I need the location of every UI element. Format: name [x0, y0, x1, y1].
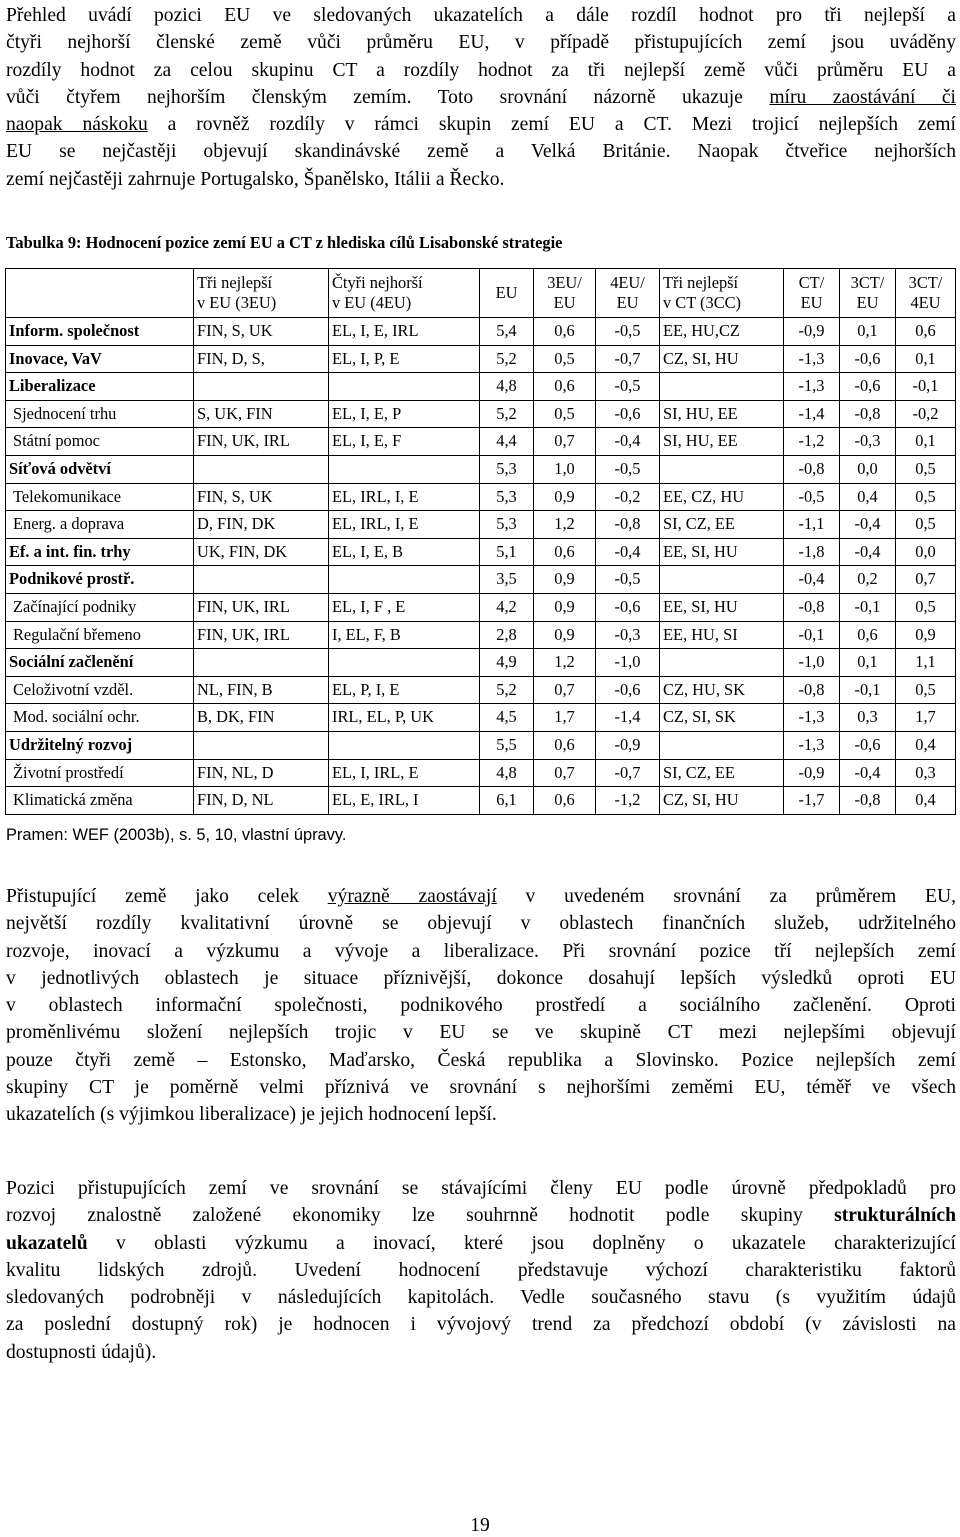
cell-ct-eu: -1,3 — [784, 704, 840, 732]
cell-bottom4-eu — [329, 566, 480, 594]
text-line: kvalitu lidských zdrojů. Uvedení hodnocení představuje výchozí charakteristiku faktorů — [6, 1259, 956, 1281]
cell-3ct-4eu: -0,1 — [896, 373, 956, 401]
cell-4eu-eu: -0,8 — [596, 511, 660, 539]
cell-top3-eu: S, UK, FIN — [194, 400, 329, 428]
text-line: sledovaných podrobněji v následujících kapitolách. Vedle současného stavu (s využitím údajů — [6, 1287, 956, 1309]
cell-eu: 6,1 — [480, 787, 534, 815]
cell-top3-ct: EE, SI, HU — [660, 593, 784, 621]
cell-top3-ct — [660, 566, 784, 594]
cell-bottom4-eu: IRL, EL, P, UK — [329, 704, 480, 732]
cell-indicator: Udržitelný rozvoj — [6, 731, 194, 759]
cell-3ct-eu: 0,2 — [840, 566, 896, 594]
cell-indicator: Telekomunikace — [6, 483, 194, 511]
cell-3eu-eu: 1,7 — [534, 704, 596, 732]
cell-4eu-eu: -0,4 — [596, 538, 660, 566]
cell-3ct-4eu: 0,5 — [896, 593, 956, 621]
cell-4eu-eu: -1,0 — [596, 649, 660, 677]
text-line: Pozici přistupujících zemí ve srovnání se stávajícími členy EU podle úrovně předpokladů pro — [6, 1178, 956, 1199]
header-3ct-eu: 3CT/ EU — [840, 269, 896, 318]
cell-bottom4-eu: EL, I, E, F — [329, 428, 480, 456]
cell-ct-eu: -0,5 — [784, 483, 840, 511]
cell-4eu-eu: -0,5 — [596, 455, 660, 483]
table-row — [6, 400, 956, 428]
cell-ct-eu: -0,4 — [784, 566, 840, 594]
cell-3ct-eu: -0,4 — [840, 511, 896, 539]
cell-top3-eu: FIN, UK, IRL — [194, 621, 329, 649]
cell-indicator: Síťová odvětví — [6, 455, 194, 483]
cell-3ct-4eu: 0,4 — [896, 731, 956, 759]
cell-3ct-4eu: 0,5 — [896, 676, 956, 704]
cell-ct-eu: -0,8 — [784, 593, 840, 621]
cell-3eu-eu: 0,6 — [534, 731, 596, 759]
cell-top3-eu: UK, FIN, DK — [194, 538, 329, 566]
cell-4eu-eu: -0,6 — [596, 676, 660, 704]
cell-top3-ct: SI, CZ, EE — [660, 511, 784, 539]
cell-4eu-eu: -0,5 — [596, 373, 660, 401]
table-row — [6, 373, 956, 401]
cell-3ct-eu: -0,4 — [840, 538, 896, 566]
cell-eu: 4,8 — [480, 759, 534, 787]
cell-indicator: Státní pomoc — [6, 428, 194, 456]
text-line: v jednotlivých oblastech je situace příznivější, dokonce dosahují lepších výsledků oproti EU — [6, 967, 956, 989]
cell-eu: 5,1 — [480, 538, 534, 566]
table-row — [6, 511, 956, 539]
text-line: skupiny CT je poměrně velmi příznivá ve srovnání s nejhoršími zeměmi EU, téměř ve všech — [6, 1077, 956, 1099]
cell-bottom4-eu: EL, P, I, E — [329, 676, 480, 704]
text-line: pouze čtyři země – Estonsko, Maďarsko, Česká republika a Slovinsko. Pozice nejlepších zemí — [6, 1049, 956, 1071]
cell-3eu-eu: 0,7 — [534, 428, 596, 456]
cell-indicator: Regulační břemeno — [6, 621, 194, 649]
cell-bottom4-eu: EL, IRL, I, E — [329, 483, 480, 511]
cell-3ct-4eu: 0,0 — [896, 538, 956, 566]
table-row — [6, 483, 956, 511]
cell-top3-ct: EE, SI, HU — [660, 538, 784, 566]
cell-top3-ct: SI, HU, EE — [660, 428, 784, 456]
cell-3ct-eu: 0,1 — [840, 318, 896, 346]
text-line: rozvoje, inovací a výzkumu a vývoje a liberalizace. Při srovnání pozice tří nejlepších zemí — [6, 940, 956, 962]
cell-3ct-eu: -0,1 — [840, 593, 896, 621]
underlined-text: výrazně zaostávají — [327, 886, 497, 907]
cell-top3-ct — [660, 649, 784, 677]
cell-top3-ct — [660, 373, 784, 401]
text-line — [6, 1230, 956, 1257]
cell-3eu-eu: 0,9 — [534, 483, 596, 511]
cell-3eu-eu: 0,6 — [534, 538, 596, 566]
cell-eu: 5,3 — [480, 511, 534, 539]
table-row — [6, 676, 956, 704]
table-caption: Tabulka 9: Hodnocení pozice zemí EU a CT z hlediska cílů Lisabonské strategie — [6, 233, 563, 252]
cell-3eu-eu: 0,7 — [534, 676, 596, 704]
cell-ct-eu: -1,0 — [784, 649, 840, 677]
cell-3eu-eu: 0,7 — [534, 759, 596, 787]
cell-ct-eu: -0,9 — [784, 318, 840, 346]
cell-ct-eu: -1,1 — [784, 511, 840, 539]
cell-3ct-eu: -0,4 — [840, 759, 896, 787]
cell-ct-eu: -1,7 — [784, 787, 840, 815]
cell-4eu-eu: -0,5 — [596, 566, 660, 594]
cell-3ct-4eu: -0,2 — [896, 400, 956, 428]
cell-ct-eu: -1,4 — [784, 400, 840, 428]
cell-4eu-eu: -0,4 — [596, 428, 660, 456]
cell-bottom4-eu: EL, I, E, IRL — [329, 318, 480, 346]
text-line: rozdíly hodnot za celou skupinu CT a rozdíly hodnot za tři nejlepší země vůči průměru EU a — [6, 59, 956, 81]
cell-4eu-eu: -0,9 — [596, 731, 660, 759]
cell-bottom4-eu: EL, I, F , E — [329, 593, 480, 621]
cell-3eu-eu: 1,2 — [534, 511, 596, 539]
table-row — [6, 593, 956, 621]
cell-indicator: Liberalizace — [6, 373, 194, 401]
header-3ct-4eu: 3CT/ 4EU — [896, 269, 956, 318]
cell-eu: 5,2 — [480, 676, 534, 704]
cell-top3-ct: CZ, HU, SK — [660, 676, 784, 704]
cell-indicator: Ef. a int. fin. trhy — [6, 538, 194, 566]
cell-top3-ct: SI, CZ, EE — [660, 759, 784, 787]
table-row — [6, 649, 956, 677]
cell-bottom4-eu — [329, 455, 480, 483]
cell-ct-eu: -1,8 — [784, 538, 840, 566]
cell-4eu-eu: -0,6 — [596, 400, 660, 428]
cell-bottom4-eu: I, EL, F, B — [329, 621, 480, 649]
cell-top3-ct: SI, HU, EE — [660, 400, 784, 428]
text-line: čtyři nejhorší členské země vůči průměru EU, v případě přistupujících zemí jsou uváděny — [6, 32, 956, 54]
table-row — [6, 455, 956, 483]
text-line — [6, 883, 956, 910]
cell-3eu-eu: 1,0 — [534, 455, 596, 483]
underlined-text: naopak náskoku — [6, 114, 148, 136]
cell-bottom4-eu: EL, IRL, I, E — [329, 511, 480, 539]
table-row — [6, 566, 956, 594]
cell-top3-eu: B, DK, FIN — [194, 704, 329, 732]
cell-3eu-eu: 0,5 — [534, 345, 596, 373]
cell-3ct-4eu: 1,7 — [896, 704, 956, 732]
cell-bottom4-eu — [329, 373, 480, 401]
cell-3ct-eu: -0,1 — [840, 676, 896, 704]
cell-3ct-4eu: 0,5 — [896, 455, 956, 483]
cell-indicator: Mod. sociální ochr. — [6, 704, 194, 732]
cell-3ct-4eu: 0,4 — [896, 787, 956, 815]
cell-top3-eu: FIN, S, UK — [194, 483, 329, 511]
text-segment: v oblasti výzkumu a inovací, které jsou doplněny o ukazatele charakterizující — [87, 1232, 956, 1254]
cell-3eu-eu: 0,5 — [534, 400, 596, 428]
source-note: Pramen: WEF (2003b), s. 5, 10, vlastní úpravy. — [6, 826, 347, 844]
underlined-text: míru zaostávání či — [769, 86, 956, 108]
cell-4eu-eu: -1,2 — [596, 787, 660, 815]
table-row — [6, 318, 956, 346]
cell-3ct-eu: 0,3 — [840, 704, 896, 732]
cell-bottom4-eu: EL, E, IRL, I — [329, 787, 480, 815]
text-line: proměnlivému složení nejlepších trojic v EU se ve skupině CT mezi nejlepšími objevují — [6, 1022, 956, 1044]
cell-4eu-eu: -0,3 — [596, 621, 660, 649]
cell-top3-eu: FIN, UK, IRL — [194, 593, 329, 621]
cell-top3-ct: EE, HU, SI — [660, 621, 784, 649]
cell-3ct-eu: 0,0 — [840, 455, 896, 483]
table-row — [6, 538, 956, 566]
cell-top3-ct — [660, 731, 784, 759]
cell-indicator: Podnikové prostř. — [6, 566, 194, 594]
cell-top3-ct: CZ, SI, HU — [660, 787, 784, 815]
text-line — [6, 84, 956, 111]
cell-3eu-eu: 0,9 — [534, 593, 596, 621]
cell-top3-ct: CZ, SI, HU — [660, 345, 784, 373]
cell-top3-ct: CZ, SI, SK — [660, 704, 784, 732]
cell-3ct-eu: 0,1 — [840, 649, 896, 677]
cell-3ct-4eu: 0,6 — [896, 318, 956, 346]
cell-eu: 5,4 — [480, 318, 534, 346]
table-row — [6, 731, 956, 759]
cell-eu: 2,8 — [480, 621, 534, 649]
text-line: v oblastech informační společnosti, podnikového prostředí a sociálního začlenění. Oproti — [6, 995, 956, 1017]
text-segment: Přistupující země jako celek — [6, 886, 328, 907]
cell-3ct-4eu: 0,5 — [896, 511, 956, 539]
table-row — [6, 621, 956, 649]
cell-4eu-eu: -0,7 — [596, 345, 660, 373]
cell-3eu-eu: 0,9 — [534, 566, 596, 594]
cell-bottom4-eu: EL, I, E, B — [329, 538, 480, 566]
cell-ct-eu: -1,2 — [784, 428, 840, 456]
cell-indicator: Klimatická změna — [6, 787, 194, 815]
cell-3ct-4eu: 1,1 — [896, 649, 956, 677]
cell-eu: 5,3 — [480, 455, 534, 483]
cell-4eu-eu: -1,4 — [596, 704, 660, 732]
text-line — [6, 1202, 956, 1229]
lisbon-strategy-table — [5, 268, 956, 815]
cell-3ct-eu: 0,6 — [840, 621, 896, 649]
cell-ct-eu: -1,3 — [784, 731, 840, 759]
cell-top3-eu: FIN, S, UK — [194, 318, 329, 346]
cell-3eu-eu: 0,6 — [534, 787, 596, 815]
header-top3-ct: Tři nejlepší v CT (3CC) — [660, 269, 784, 318]
cell-indicator: Energ. a doprava — [6, 511, 194, 539]
text-line: Přehled uvádí pozici EU ve sledovaných ukazatelích a dále rozdíl hodnot pro tři nejlepší a — [6, 5, 956, 26]
cell-ct-eu: -0,8 — [784, 676, 840, 704]
cell-top3-ct: EE, CZ, HU — [660, 483, 784, 511]
cell-bottom4-eu — [329, 649, 480, 677]
page-number: 19 — [470, 1515, 490, 1536]
cell-3eu-eu: 0,6 — [534, 373, 596, 401]
cell-top3-eu — [194, 649, 329, 677]
cell-indicator: Životní prostředí — [6, 759, 194, 787]
cell-indicator: Sjednocení trhu — [6, 400, 194, 428]
table-row — [6, 787, 956, 815]
paragraph-structural-indicators — [6, 1175, 956, 1366]
cell-3ct-eu: 0,4 — [840, 483, 896, 511]
cell-3ct-eu: -0,8 — [840, 400, 896, 428]
cell-top3-eu — [194, 731, 329, 759]
text-line: největší rozdíly kvalitativní úrovně se objevují v oblastech finančních služeb, udržitelného — [6, 913, 956, 935]
cell-eu: 5,5 — [480, 731, 534, 759]
cell-4eu-eu: -0,7 — [596, 759, 660, 787]
cell-top3-eu: FIN, NL, D — [194, 759, 329, 787]
cell-3ct-4eu: 0,3 — [896, 759, 956, 787]
cell-bottom4-eu: EL, I, E, P — [329, 400, 480, 428]
cell-top3-eu: FIN, UK, IRL — [194, 428, 329, 456]
header-ct-eu: CT/ EU — [784, 269, 840, 318]
cell-top3-eu: D, FIN, DK — [194, 511, 329, 539]
cell-indicator: Začínající podniky — [6, 593, 194, 621]
table-row — [6, 428, 956, 456]
cell-ct-eu: -1,3 — [784, 345, 840, 373]
bold-text: strukturálních — [834, 1205, 956, 1227]
text-line: EU se nejčastěji objevují skandinávské země a Velká Británie. Naopak čtveřice nejhorších — [6, 141, 956, 163]
table-row — [6, 345, 956, 373]
cell-indicator: Sociální začlenění — [6, 649, 194, 677]
cell-3eu-eu: 0,9 — [534, 621, 596, 649]
cell-3ct-4eu: 0,5 — [896, 483, 956, 511]
cell-eu: 4,9 — [480, 649, 534, 677]
cell-bottom4-eu: EL, I, IRL, E — [329, 759, 480, 787]
text-line: zemí nejčastěji zahrnuje Portugalsko, Španělsko, Itálii a Řecko. — [6, 168, 505, 190]
cell-3ct-eu: -0,6 — [840, 345, 896, 373]
cell-3ct-eu: -0,6 — [840, 731, 896, 759]
header-eu: EU — [480, 269, 534, 318]
cell-bottom4-eu: EL, I, P, E — [329, 345, 480, 373]
cell-top3-eu: FIN, D, S, — [194, 345, 329, 373]
text-segment: rozvoj znalostně založené ekonomiky lze souhrnně hodnotit podle skupiny — [6, 1205, 835, 1227]
cell-eu: 4,5 — [480, 704, 534, 732]
text-line: dostupnosti údajů). — [6, 1341, 157, 1363]
cell-eu: 4,8 — [480, 373, 534, 401]
cell-ct-eu: -0,8 — [784, 455, 840, 483]
cell-bottom4-eu — [329, 731, 480, 759]
cell-3ct-eu: -0,3 — [840, 428, 896, 456]
text-line: za poslední dostupný rok) je hodnocen i vývojový trend za předchozí období (v závislosti na — [6, 1314, 956, 1336]
text-line: ukazatelích (s výjimkou liberalizace) je jejich hodnocení lepší. — [6, 1104, 497, 1126]
cell-4eu-eu: -0,2 — [596, 483, 660, 511]
cell-4eu-eu: -0,6 — [596, 593, 660, 621]
intro-paragraph — [6, 2, 956, 193]
cell-indicator: Inovace, VaV — [6, 345, 194, 373]
cell-eu: 5,2 — [480, 345, 534, 373]
header-bottom4-eu: Čtyři nejhorší v EU (4EU) — [329, 269, 480, 318]
cell-top3-ct — [660, 455, 784, 483]
text-line — [6, 111, 956, 138]
cell-eu: 4,4 — [480, 428, 534, 456]
cell-indicator: Celoživotní vzděl. — [6, 676, 194, 704]
cell-3eu-eu: 0,6 — [534, 318, 596, 346]
cell-eu: 5,2 — [480, 400, 534, 428]
cell-ct-eu: -0,1 — [784, 621, 840, 649]
cell-3ct-4eu: 0,1 — [896, 345, 956, 373]
cell-top3-eu: FIN, D, NL — [194, 787, 329, 815]
cell-top3-eu — [194, 373, 329, 401]
header-3eu-eu: 3EU/ EU — [534, 269, 596, 318]
text-segment: a rovněž rozdíly v rámci skupin zemí EU a CT. Mezi trojicí nejlepších zemí — [147, 114, 956, 136]
cell-4eu-eu: -0,5 — [596, 318, 660, 346]
cell-eu: 5,3 — [480, 483, 534, 511]
cell-3ct-4eu: 0,1 — [896, 428, 956, 456]
cell-3ct-4eu: 0,7 — [896, 566, 956, 594]
cell-3ct-eu: -0,6 — [840, 373, 896, 401]
cell-top3-ct: EE, HU,CZ — [660, 318, 784, 346]
cell-top3-eu — [194, 566, 329, 594]
cell-top3-eu: NL, FIN, B — [194, 676, 329, 704]
text-segment: vůči čtyřem nejhorším členským zemím. Toto srovnání názorně ukazuje — [6, 86, 770, 108]
cell-ct-eu: -0,9 — [784, 759, 840, 787]
cell-eu: 3,5 — [480, 566, 534, 594]
header-top3-eu: Tři nejlepší v EU (3EU) — [194, 269, 329, 318]
cell-3ct-4eu: 0,9 — [896, 621, 956, 649]
text-segment: v uvedeném srovnání za průměrem EU, — [496, 886, 956, 907]
paragraph-accession-countries — [6, 883, 956, 1129]
cell-3ct-eu: -0,8 — [840, 787, 896, 815]
header-4eu-eu: 4EU/ EU — [596, 269, 660, 318]
cell-ct-eu: -1,3 — [784, 373, 840, 401]
table-header-row — [6, 269, 956, 318]
cell-eu: 4,2 — [480, 593, 534, 621]
table-row — [6, 759, 956, 787]
header-indicator — [6, 269, 194, 318]
table-row — [6, 704, 956, 732]
cell-3eu-eu: 1,2 — [534, 649, 596, 677]
bold-text: ukazatelů — [6, 1232, 88, 1254]
cell-indicator: Inform. společnost — [6, 318, 194, 346]
cell-top3-eu — [194, 455, 329, 483]
